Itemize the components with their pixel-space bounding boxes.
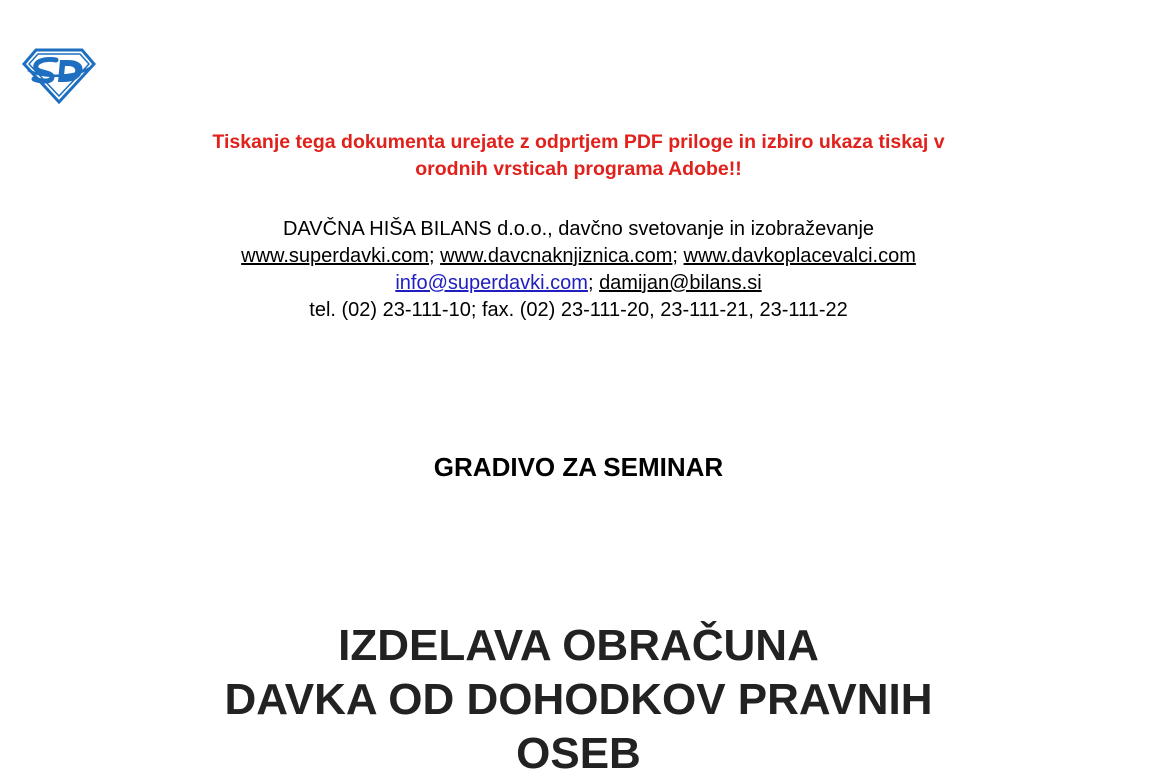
website-link-davkoplacevalci[interactable]: www.davkoplacevalci.com bbox=[683, 245, 916, 267]
company-logo bbox=[22, 48, 96, 104]
document-title-line-1: IZDELAVA OBRAČUNA bbox=[338, 621, 819, 670]
sd-shield-logo-icon bbox=[22, 48, 96, 104]
email-link-damijan[interactable]: damijan@bilans.si bbox=[599, 272, 762, 294]
document-title bbox=[0, 619, 1157, 781]
emails-line bbox=[0, 270, 1157, 297]
seminar-material-label: GRADIVO ZA SEMINAR bbox=[433, 452, 724, 482]
websites-line bbox=[0, 243, 1157, 270]
separator: ; bbox=[587, 272, 600, 294]
company-name-line: DAVČNA HIŠA BILANS d.o.o., davčno svetovanje in izobraževanje bbox=[282, 218, 875, 240]
separator: ; bbox=[672, 245, 684, 267]
website-link-superdavki[interactable]: www.superdavki.com bbox=[241, 245, 429, 267]
print-notice bbox=[0, 129, 1157, 183]
website-link-davcnaknjiznica[interactable]: www.davcnaknjiznica.com bbox=[440, 245, 673, 267]
company-contact-block bbox=[0, 216, 1157, 324]
document-title-line-3: OSEB bbox=[516, 729, 641, 778]
email-link-info[interactable]: info@superdavki.com bbox=[395, 272, 588, 294]
print-notice-line-2: orodnih vrsticah programa Adobe!! bbox=[415, 158, 742, 180]
separator: ; bbox=[428, 245, 441, 267]
document-title-line-2: DAVKA OD DOHODKOV PRAVNIH bbox=[224, 675, 933, 724]
phone-fax-line: tel. (02) 23-111-10; fax. (02) 23-111-20, 23-111-21, 23-111-22 bbox=[309, 299, 848, 321]
print-notice-line-1: Tiskanje tega dokumenta urejate z odprtjem PDF priloge in izbiro ukaza tiskaj v bbox=[212, 131, 945, 153]
